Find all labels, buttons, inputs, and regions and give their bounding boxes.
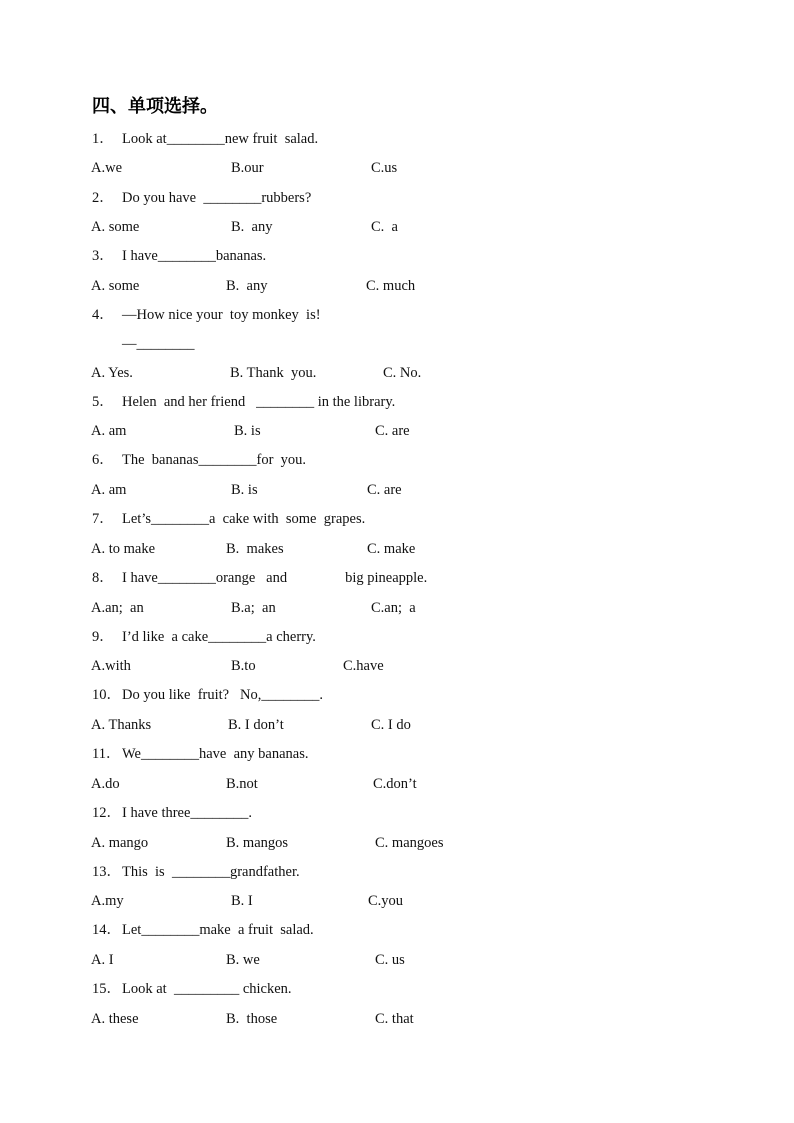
question-text: I have three________. bbox=[122, 805, 253, 821]
option-c: C. are bbox=[367, 482, 402, 498]
question-text: Look at________new fruit salad. bbox=[122, 131, 319, 147]
option-b: B. I bbox=[231, 893, 253, 909]
question-text: Do you have ________rubbers? bbox=[122, 190, 312, 206]
question-number: 12． bbox=[92, 805, 121, 821]
option-b: B. Thank you. bbox=[230, 365, 317, 381]
option-c: C. us bbox=[375, 952, 405, 968]
question-text: —How nice your toy monkey is! bbox=[122, 307, 321, 323]
question-number: 15． bbox=[92, 981, 121, 997]
option-c: C.don’t bbox=[373, 776, 417, 792]
option-b: B. I don’t bbox=[228, 717, 284, 733]
question-number: 2． bbox=[92, 190, 114, 206]
option-c: C. No. bbox=[383, 365, 422, 381]
question-number: 8． bbox=[92, 570, 114, 586]
option-c: C. that bbox=[375, 1011, 414, 1027]
option-a: A.my bbox=[91, 893, 124, 909]
option-a: A. am bbox=[91, 482, 127, 498]
option-b: B. any bbox=[226, 278, 268, 294]
option-c: C. much bbox=[366, 278, 416, 294]
question-text: Let’s________a cake with some grapes. bbox=[122, 511, 366, 527]
option-b: B. those bbox=[226, 1011, 278, 1027]
option-b: B. is bbox=[231, 482, 258, 498]
question-number: 11． bbox=[92, 746, 121, 762]
question-number: 13． bbox=[92, 864, 121, 880]
question-number: 5． bbox=[92, 394, 114, 410]
question-number: 1． bbox=[92, 131, 114, 147]
option-a: A. these bbox=[91, 1011, 139, 1027]
question-number: 14． bbox=[92, 922, 121, 938]
option-a: A. mango bbox=[91, 835, 149, 851]
option-a: A.do bbox=[91, 776, 120, 792]
option-c: C.us bbox=[371, 160, 398, 176]
question-text: Let________make a fruit salad. bbox=[122, 922, 314, 938]
option-a: A.with bbox=[91, 658, 131, 674]
question-number: 4． bbox=[92, 307, 114, 323]
question-text: Do you like fruit? No,________. bbox=[122, 687, 323, 703]
option-b: B.our bbox=[231, 160, 264, 176]
option-c: C. are bbox=[375, 423, 410, 439]
question-number: 9． bbox=[92, 629, 114, 645]
option-b: B. we bbox=[226, 952, 260, 968]
option-c: C.an; a bbox=[371, 600, 416, 616]
option-a: A. to make bbox=[91, 541, 156, 557]
option-a: A. I bbox=[91, 952, 114, 968]
question-number: 7． bbox=[92, 511, 114, 527]
question-text: Look at _________ chicken. bbox=[122, 981, 292, 997]
option-b: B.not bbox=[226, 776, 258, 792]
question-text: I have________orange and big pineapple. bbox=[122, 570, 428, 586]
option-b: B. makes bbox=[226, 541, 284, 557]
option-c: C. make bbox=[367, 541, 416, 557]
option-c: C. I do bbox=[371, 717, 411, 733]
option-b: B.a; an bbox=[231, 600, 276, 616]
question-number: 6． bbox=[92, 452, 114, 468]
option-a: A. Yes. bbox=[91, 365, 133, 381]
option-a: A. some bbox=[91, 278, 140, 294]
question-text: I have________bananas. bbox=[122, 248, 267, 264]
question-reply-text: —________ bbox=[122, 336, 195, 352]
option-a: A. am bbox=[91, 423, 127, 439]
option-b: B.to bbox=[231, 658, 256, 674]
question-text: We________have any bananas. bbox=[122, 746, 309, 762]
option-b: B. is bbox=[234, 423, 261, 439]
option-a: A. Thanks bbox=[91, 717, 152, 733]
option-c: C.you bbox=[368, 893, 404, 909]
option-a: A. some bbox=[91, 219, 140, 235]
option-b: B. any bbox=[231, 219, 273, 235]
question-text: This is ________grandfather. bbox=[122, 864, 300, 880]
option-a: A.we bbox=[91, 160, 123, 176]
question-number: 3． bbox=[92, 248, 114, 264]
question-text: Helen and her friend ________ in the library. bbox=[122, 394, 396, 410]
section-heading: 四、单项选择。 bbox=[92, 96, 218, 117]
option-a: A.an; an bbox=[91, 600, 144, 616]
option-c: C. mangoes bbox=[375, 835, 444, 851]
question-number: 10． bbox=[92, 687, 121, 703]
question-text: I’d like a cake________a cherry. bbox=[122, 629, 316, 645]
option-c: C.have bbox=[343, 658, 384, 674]
option-b: B. mangos bbox=[226, 835, 289, 851]
option-c: C. a bbox=[371, 219, 398, 235]
question-text: The bananas________for you. bbox=[122, 452, 307, 468]
